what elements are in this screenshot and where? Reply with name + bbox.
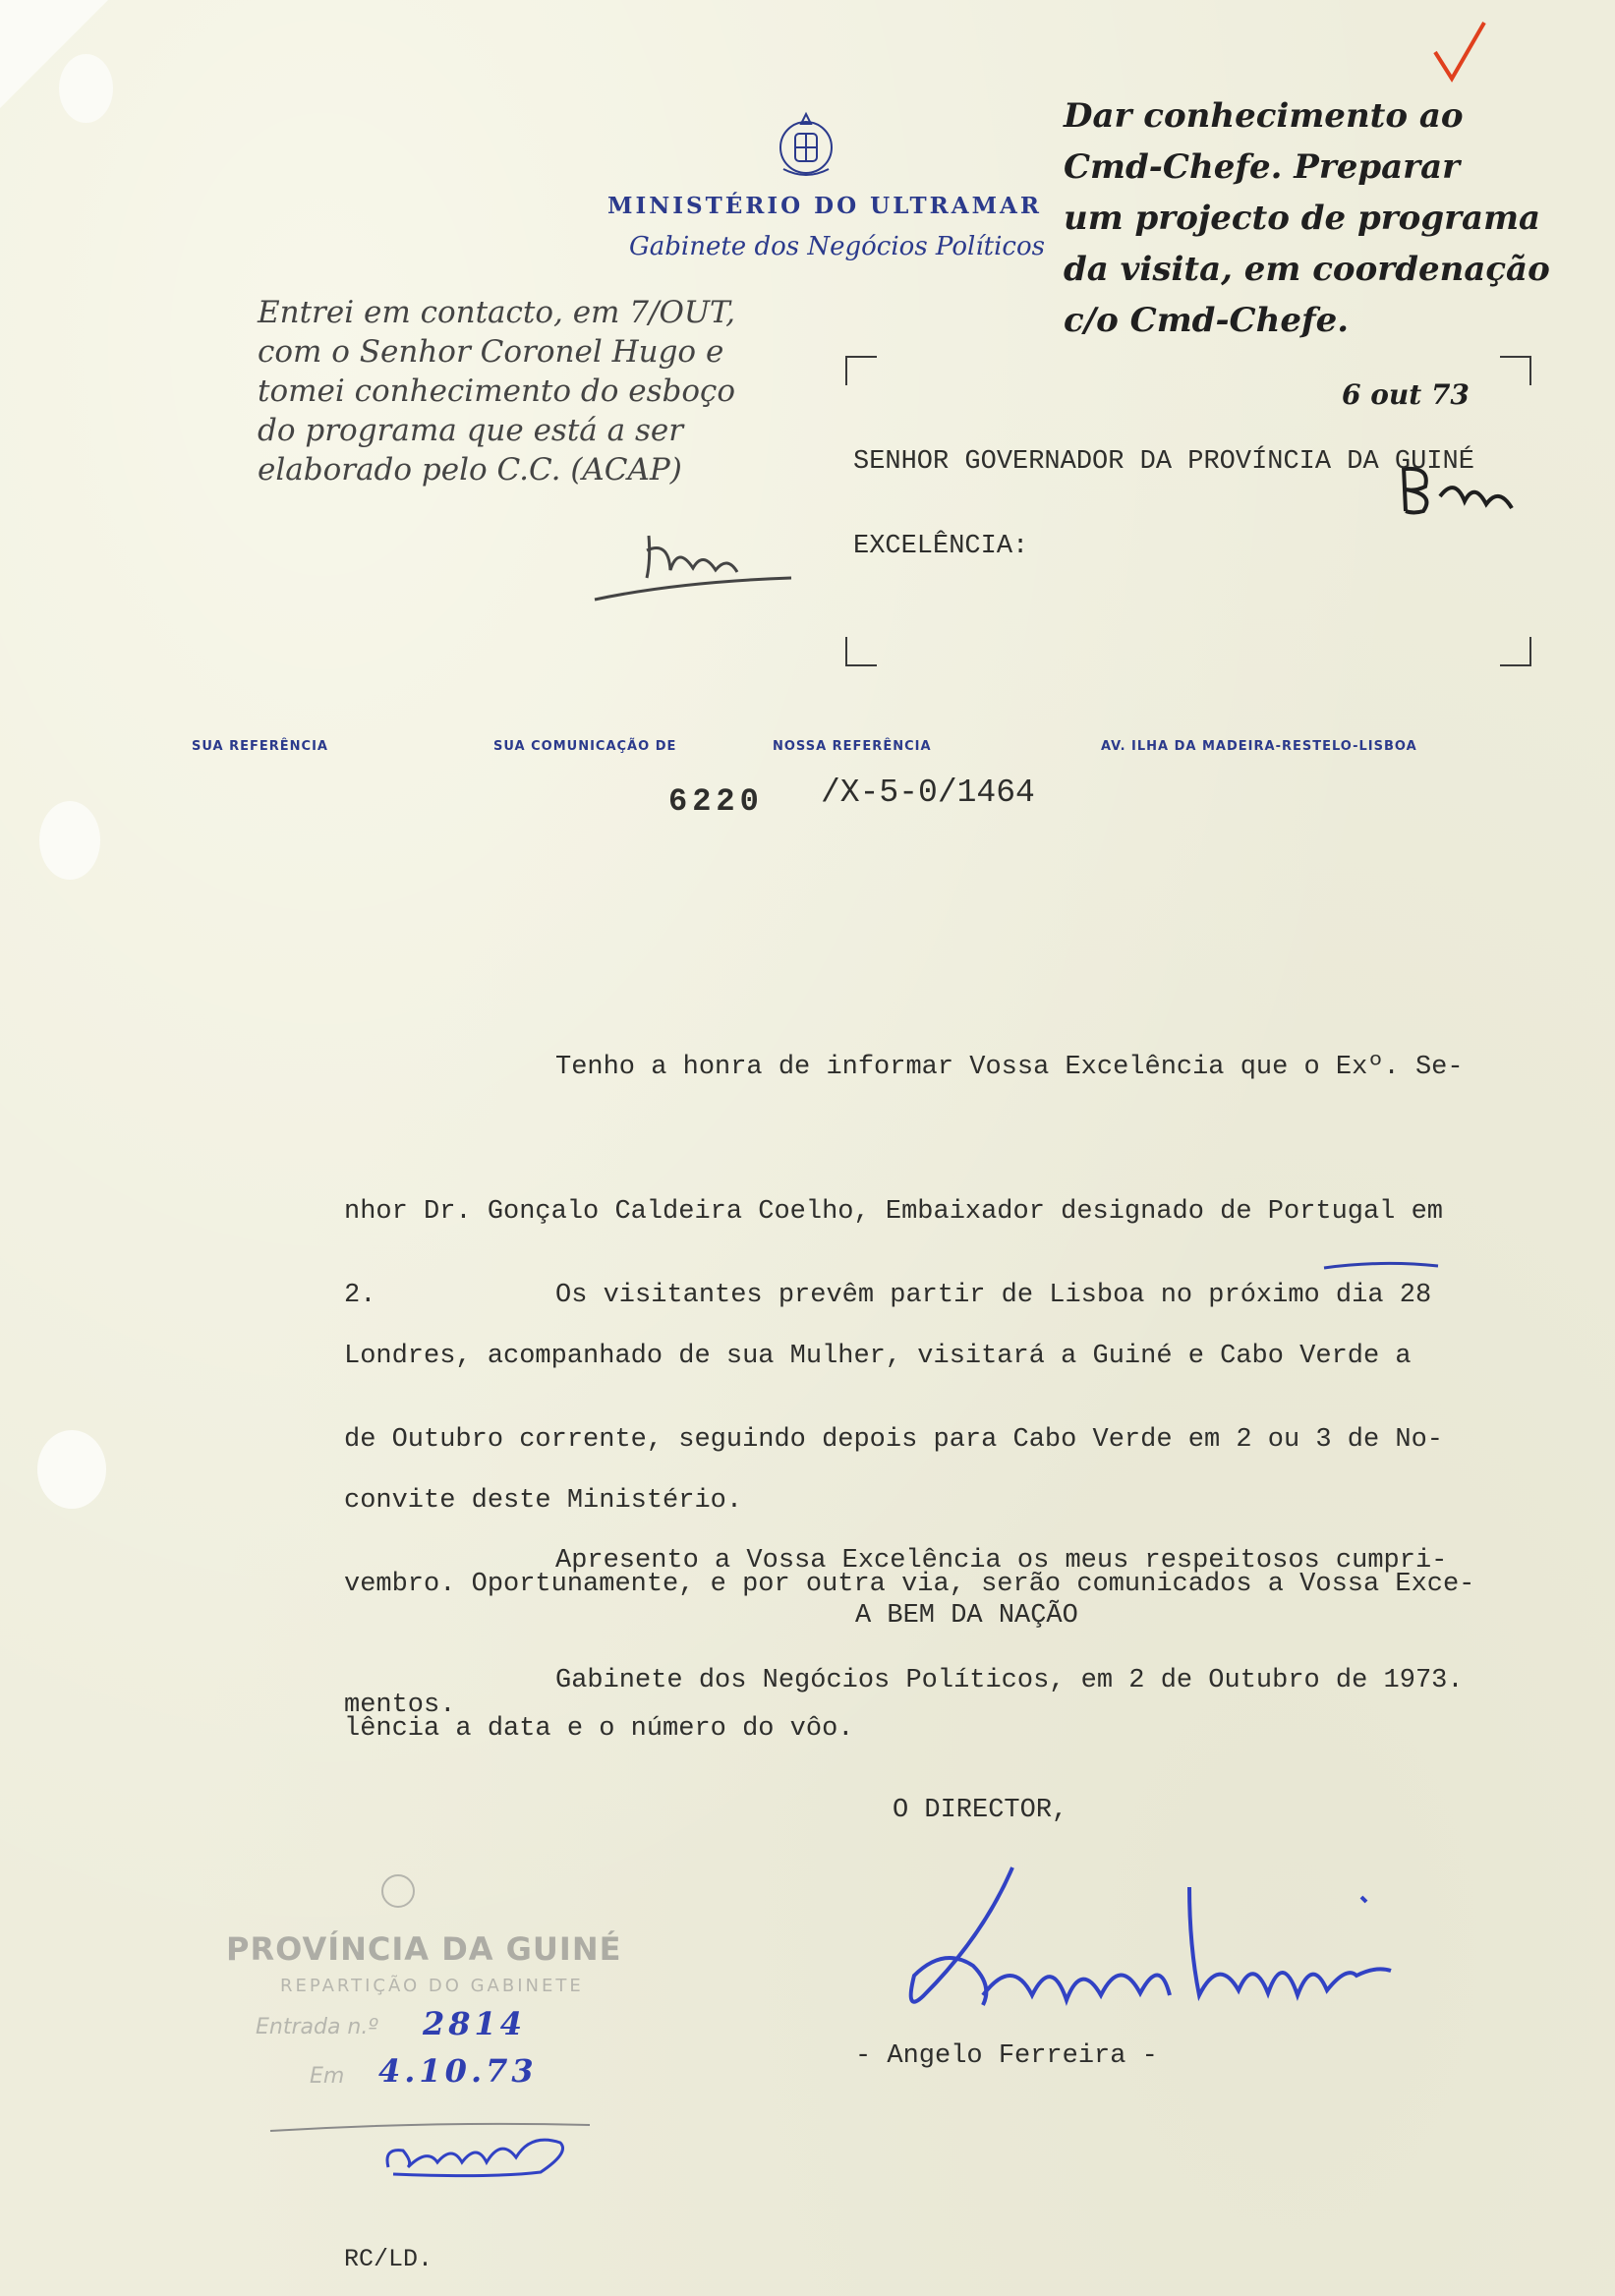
signature [865, 1858, 1415, 2054]
stamp-date: 4.10.73 [378, 2052, 538, 2090]
stamp-date-label: Em [310, 2064, 345, 2089]
window-mark-top-right [1500, 356, 1531, 385]
note-right-line: da visita, em coordenação [1064, 250, 1550, 289]
note-left-line: do programa que está a ser [258, 413, 684, 448]
typist-reference: RC/LD. [344, 2245, 433, 2273]
label-your-communication: SUA COMUNICAÇÃO DE [493, 739, 677, 754]
checkmark-icon [1430, 18, 1489, 86]
note-right-line: c/o Cmd-Chefe. [1064, 301, 1350, 340]
handwritten-underline [1322, 1258, 1440, 1274]
initials-signature-left [590, 521, 806, 609]
cabinet-name: Gabinete dos Negócios Políticos [629, 232, 1045, 261]
note-right-line: Cmd-Chefe. Preparar [1064, 147, 1461, 187]
punch-hole-lower [37, 1430, 106, 1509]
handwritten-note-left [258, 293, 808, 489]
note-left-line: Entrei em contacto, em 7/OUT, [258, 295, 735, 330]
text-line: Londres, acompanhado de sua Mulher, visitará a Guiné e Cabo Verde a [344, 1342, 1412, 1371]
text-line: mentos. [344, 1691, 456, 1720]
window-mark-bottom-left [845, 637, 877, 666]
ministry-address: AV. ILHA DA MADEIRA-RESTELO-LISBOA [1101, 739, 1417, 754]
label-your-reference: SUA REFERÊNCIA [192, 739, 328, 754]
text-line: convite deste Ministério. [344, 1486, 743, 1516]
stamp-entry-label: Entrada n.º [256, 2015, 378, 2039]
note-left-line: com o Senhor Coronel Hugo e [258, 334, 724, 370]
paragraph-number: 2. [344, 1281, 376, 1310]
note-right-line: um projecto de programa [1064, 199, 1541, 238]
reference-code: /X-5-0/1464 [821, 775, 1035, 811]
stamp-signature [265, 2113, 609, 2182]
salutation: EXCELÊNCIA: [853, 532, 1029, 561]
text-line: vembro. Oportunamente, e por outra via, serão comunicados a Vossa Exce- [344, 1570, 1475, 1599]
signatory-name: - Angelo Ferreira - [855, 2041, 1158, 2071]
text-line [344, 1272, 1474, 1320]
window-mark-top-left [845, 356, 877, 385]
note-left-line: tomei conhecimento do esboço [258, 373, 736, 409]
punch-hole-middle [39, 801, 100, 880]
note-left-line: elaborado pelo C.C. (ACAP) [258, 452, 682, 488]
note-right-line: Dar conhecimento ao [1064, 96, 1464, 136]
signatory-title: O DIRECTOR, [893, 1796, 1068, 1825]
text-line: Tenho a honra de informar Vossa Excelência que o Exº. Se- [555, 1053, 1464, 1082]
addressee: SENHOR GOVERNADOR DA PROVÍNCIA DA GUINÉ [853, 447, 1474, 477]
text-line: lência a data e o número do vôo. [344, 1714, 854, 1744]
text-line: Apresento a Vossa Excelência os meus respeitosos cumpri- [555, 1546, 1448, 1576]
text-line-content: Os visitantes prevêm partir de Lisboa no próximo dia 28 [555, 1281, 1432, 1310]
closing-motto: A BEM DA NAÇÃO [855, 1601, 1078, 1631]
punch-hole-top [59, 54, 113, 123]
handwritten-note-right [1064, 90, 1594, 346]
closing-date-line: Gabinete dos Negócios Políticos, em 2 de Outubro de 1973. [555, 1666, 1464, 1695]
coat-of-arms-icon [772, 110, 840, 181]
stamp-province: PROVÍNCIA DA GUINÉ [226, 1930, 622, 1968]
reference-number: 6220 [668, 783, 764, 820]
stamp-emblem-icon [374, 1867, 423, 1912]
registry-stamp [226, 1867, 639, 2133]
stamp-department: REPARTIÇÃO DO GABINETE [280, 1976, 584, 1996]
window-mark-bottom-right [1500, 637, 1531, 666]
handwritten-date: 6 out 73 [1342, 378, 1470, 411]
text-line: de Outubro corrente, seguindo depois para Cabo Verde em 2 ou 3 de No- [344, 1425, 1443, 1455]
stamp-entry-number: 2814 [423, 2005, 527, 2042]
label-our-reference: NOSSA REFERÊNCIA [773, 739, 932, 754]
text-line: nhor Dr. Gonçalo Caldeira Coelho, Embaixador designado de Portugal em [344, 1197, 1443, 1227]
ministry-name: MINISTÉRIO DO ULTRAMAR [607, 193, 1043, 219]
